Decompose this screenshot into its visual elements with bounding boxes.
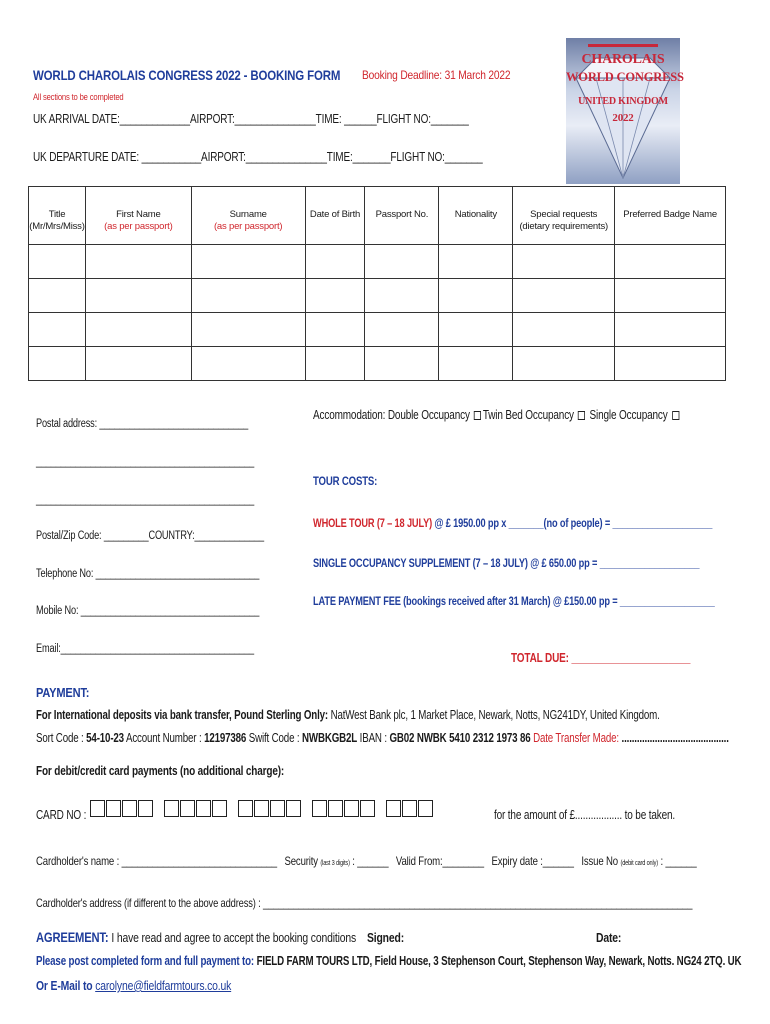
issue-no-field[interactable]: : ______ <box>660 854 697 868</box>
column-header <box>615 187 726 245</box>
card-digit-box[interactable] <box>254 800 269 817</box>
security-hint: (last 3 digits) <box>320 860 350 867</box>
form-title: WORLD CHAROLAIS CONGRESS 2022 - BOOKING FORM <box>33 67 341 83</box>
column-surname-label: Surname <box>229 209 267 220</box>
late-fee-line[interactable]: LATE PAYMENT FEE (bookings received after 31 March) @ £150.00 pp = ___________________ <box>313 594 715 608</box>
security-label: Security <box>284 854 318 868</box>
agreement-label: AGREEMENT: <box>36 929 109 945</box>
guest-details-table <box>28 186 726 381</box>
payment-heading: PAYMENT: <box>36 685 90 700</box>
logo-line-2: WORLD CONGRESS <box>566 70 684 84</box>
card-digit-box[interactable] <box>402 800 417 817</box>
agreement-text: I have read and agree to accept the booking conditions <box>111 930 357 945</box>
card-digit-box[interactable] <box>90 800 105 817</box>
telephone-field[interactable]: Telephone No: _________________________________ <box>36 568 260 580</box>
card-digit-box[interactable] <box>106 800 121 817</box>
account-number-value: 12197386 <box>204 731 247 745</box>
card-digit-box[interactable] <box>212 800 227 817</box>
expiry-date-field[interactable]: Expiry date :______ <box>491 854 574 868</box>
column-special-sub: (dietary requirements) <box>519 221 608 232</box>
email-field[interactable]: Email:_______________________________________ <box>36 643 254 655</box>
card-number-label: CARD NO : <box>36 808 87 822</box>
whole-tour-label: WHOLE TOUR (7 – 18 JULY) <box>313 516 433 530</box>
tour-costs-heading: TOUR COSTS: <box>313 474 378 488</box>
card-digit-box[interactable] <box>196 800 211 817</box>
card-digit-box[interactable] <box>312 800 327 817</box>
card-digit-box[interactable] <box>386 800 401 817</box>
zip-country-field[interactable]: Postal/Zip Code: _________COUNTRY:______________ <box>36 530 264 542</box>
column-header <box>191 187 305 245</box>
signed-label[interactable]: Signed: <box>366 930 404 945</box>
intl-deposit-line <box>36 708 660 722</box>
double-occupancy-checkbox[interactable] <box>474 411 481 420</box>
booking-deadline: Booking Deadline: 31 March 2022 <box>362 68 511 82</box>
card-digit-box[interactable] <box>238 800 253 817</box>
card-number-group[interactable] <box>386 800 434 820</box>
post-address: FIELD FARM TOURS LTD, Field House, 3 Stephenson Court, Stephenson Way, Newark, Notts. NG24 2TQ. UK <box>256 953 742 968</box>
date-label[interactable]: Date: <box>596 930 622 945</box>
single-occupancy-checkbox[interactable] <box>672 411 679 420</box>
card-number-group[interactable] <box>90 800 154 820</box>
congress-logo <box>566 38 684 184</box>
sort-code-value: 54-10-23 <box>86 731 124 745</box>
column-header <box>513 187 615 245</box>
address-line-3[interactable]: ____________________________________________ <box>36 494 255 506</box>
arrival-line[interactable]: UK ARRIVAL DATE:_____________AIRPORT:_______________TIME: ______FLIGHT NO:_______ <box>33 112 469 126</box>
column-header <box>365 187 439 245</box>
address-line-2[interactable]: ____________________________________________ <box>36 456 255 468</box>
card-number-group[interactable] <box>312 800 376 820</box>
column-firstname-label: First Name <box>116 209 161 220</box>
table-row[interactable] <box>29 279 726 313</box>
sort-code-label: Sort Code : <box>36 731 84 745</box>
column-title-label: Title <box>48 209 66 220</box>
card-digit-box[interactable] <box>418 800 433 817</box>
column-header <box>439 187 513 245</box>
column-header <box>85 187 191 245</box>
account-number-label: Account Number : <box>125 731 202 745</box>
card-number-boxes[interactable] <box>90 800 444 820</box>
iban-value: GB02 NWBK 5410 2312 1973 86 <box>389 731 531 745</box>
card-payment-heading: For debit/credit card payments (no additional charge): <box>36 764 285 778</box>
table-row[interactable] <box>29 245 726 279</box>
card-digit-box[interactable] <box>138 800 153 817</box>
card-number-group[interactable] <box>238 800 302 820</box>
swift-code-value: NWBKGB2L <box>302 731 358 745</box>
table-row[interactable] <box>29 347 726 381</box>
issue-no-label: Issue No <box>581 854 618 868</box>
cardholder-name-field[interactable]: Cardholder's name : ______________________________ <box>36 854 277 868</box>
logo-line-3: UNITED KINGDOM <box>578 96 668 107</box>
logo-line-1: CHAROLAIS <box>581 52 665 67</box>
card-digit-box[interactable] <box>164 800 179 817</box>
post-instructions <box>36 953 741 968</box>
iban-label: IBAN : <box>359 731 387 745</box>
intl-bank-address: NatWest Bank plc, 1 Market Place, Newark, Notts, NG241DY, United Kingdom. <box>330 708 660 722</box>
single-supplement-line[interactable]: SINGLE OCCUPANCY SUPPLEMENT (7 – 18 JULY) @ £ 650.00 pp = ____________________ <box>313 556 700 570</box>
table-header-row <box>29 187 726 245</box>
contact-email-link[interactable]: carolyne@fieldfarmtours.co.uk <box>95 978 232 993</box>
card-digit-box[interactable] <box>360 800 375 817</box>
table-row[interactable] <box>29 313 726 347</box>
intl-deposit-label: For International deposits via bank transfer, Pound Sterling Only: <box>36 708 329 722</box>
transfer-date-field[interactable]: .......................................... <box>621 731 729 745</box>
whole-tour-rest: @ £ 1950.00 pp x _______(no of people) = ____________________ <box>434 516 713 530</box>
card-digit-box[interactable] <box>270 800 285 817</box>
accommodation-double-label: Accommodation: Double Occupancy <box>313 408 470 422</box>
form-subtitle: All sections to be completed <box>33 92 124 102</box>
column-badge-label: Preferred Badge Name <box>623 209 717 220</box>
card-amount-field[interactable]: for the amount of £.................. to be taken. <box>494 808 675 822</box>
column-passport-label: Passport No. <box>375 209 429 220</box>
bank-details-line <box>36 731 729 745</box>
email-instructions <box>36 978 231 993</box>
accommodation-options <box>313 408 681 422</box>
security-field[interactable]: : ______ <box>352 854 389 868</box>
column-nationality-label: Nationality <box>454 209 497 220</box>
swift-code-label: Swift Code : <box>248 731 300 745</box>
column-dob-label: Date of Birth <box>309 209 361 220</box>
column-firstname-sub: (as per passport) <box>104 221 173 232</box>
email-label: Or E-Mail to <box>36 978 93 993</box>
transfer-date-label: Date Transfer Made: <box>533 731 619 745</box>
issue-no-hint: (debit card only) <box>620 860 658 867</box>
mobile-field[interactable]: Mobile No: ____________________________________ <box>36 605 260 617</box>
postal-address-field[interactable]: Postal address: ______________________________ <box>36 418 249 430</box>
departure-line[interactable]: UK DEPARTURE DATE: ___________AIRPORT:_______________TIME:_______FLIGHT NO:_______ <box>33 150 483 164</box>
column-special-label: Special requests <box>530 209 598 220</box>
card-number-group[interactable] <box>164 800 228 820</box>
cardholder-address-field[interactable]: Cardholder's address (if different to the above address) : _____________________________________________________________________________________ <box>36 896 693 910</box>
column-header <box>305 187 365 245</box>
column-title-sub: (Mr/Mrs/Miss) <box>29 221 85 232</box>
accommodation-single-label: Single Occupancy <box>589 408 668 422</box>
card-digit-box[interactable] <box>286 800 301 817</box>
agreement-line <box>36 929 404 945</box>
card-digit-box[interactable] <box>344 800 359 817</box>
logo-line-4: 2022 <box>612 112 634 124</box>
valid-from-field[interactable]: Valid From:________ <box>395 854 484 868</box>
column-surname-sub: (as per passport) <box>213 221 283 232</box>
card-digit-box[interactable] <box>328 800 343 817</box>
card-digit-box[interactable] <box>180 800 195 817</box>
whole-tour-line[interactable] <box>313 516 712 530</box>
cardholder-details-line[interactable] <box>36 854 697 868</box>
column-header <box>29 187 86 245</box>
twin-occupancy-checkbox[interactable] <box>578 411 585 420</box>
accommodation-twin-label: Twin Bed Occupancy <box>482 408 574 422</box>
post-label: Please post completed form and full payment to: <box>36 953 255 968</box>
total-due-line[interactable]: TOTAL DUE: ______________________ <box>511 651 691 665</box>
card-digit-box[interactable] <box>122 800 137 817</box>
